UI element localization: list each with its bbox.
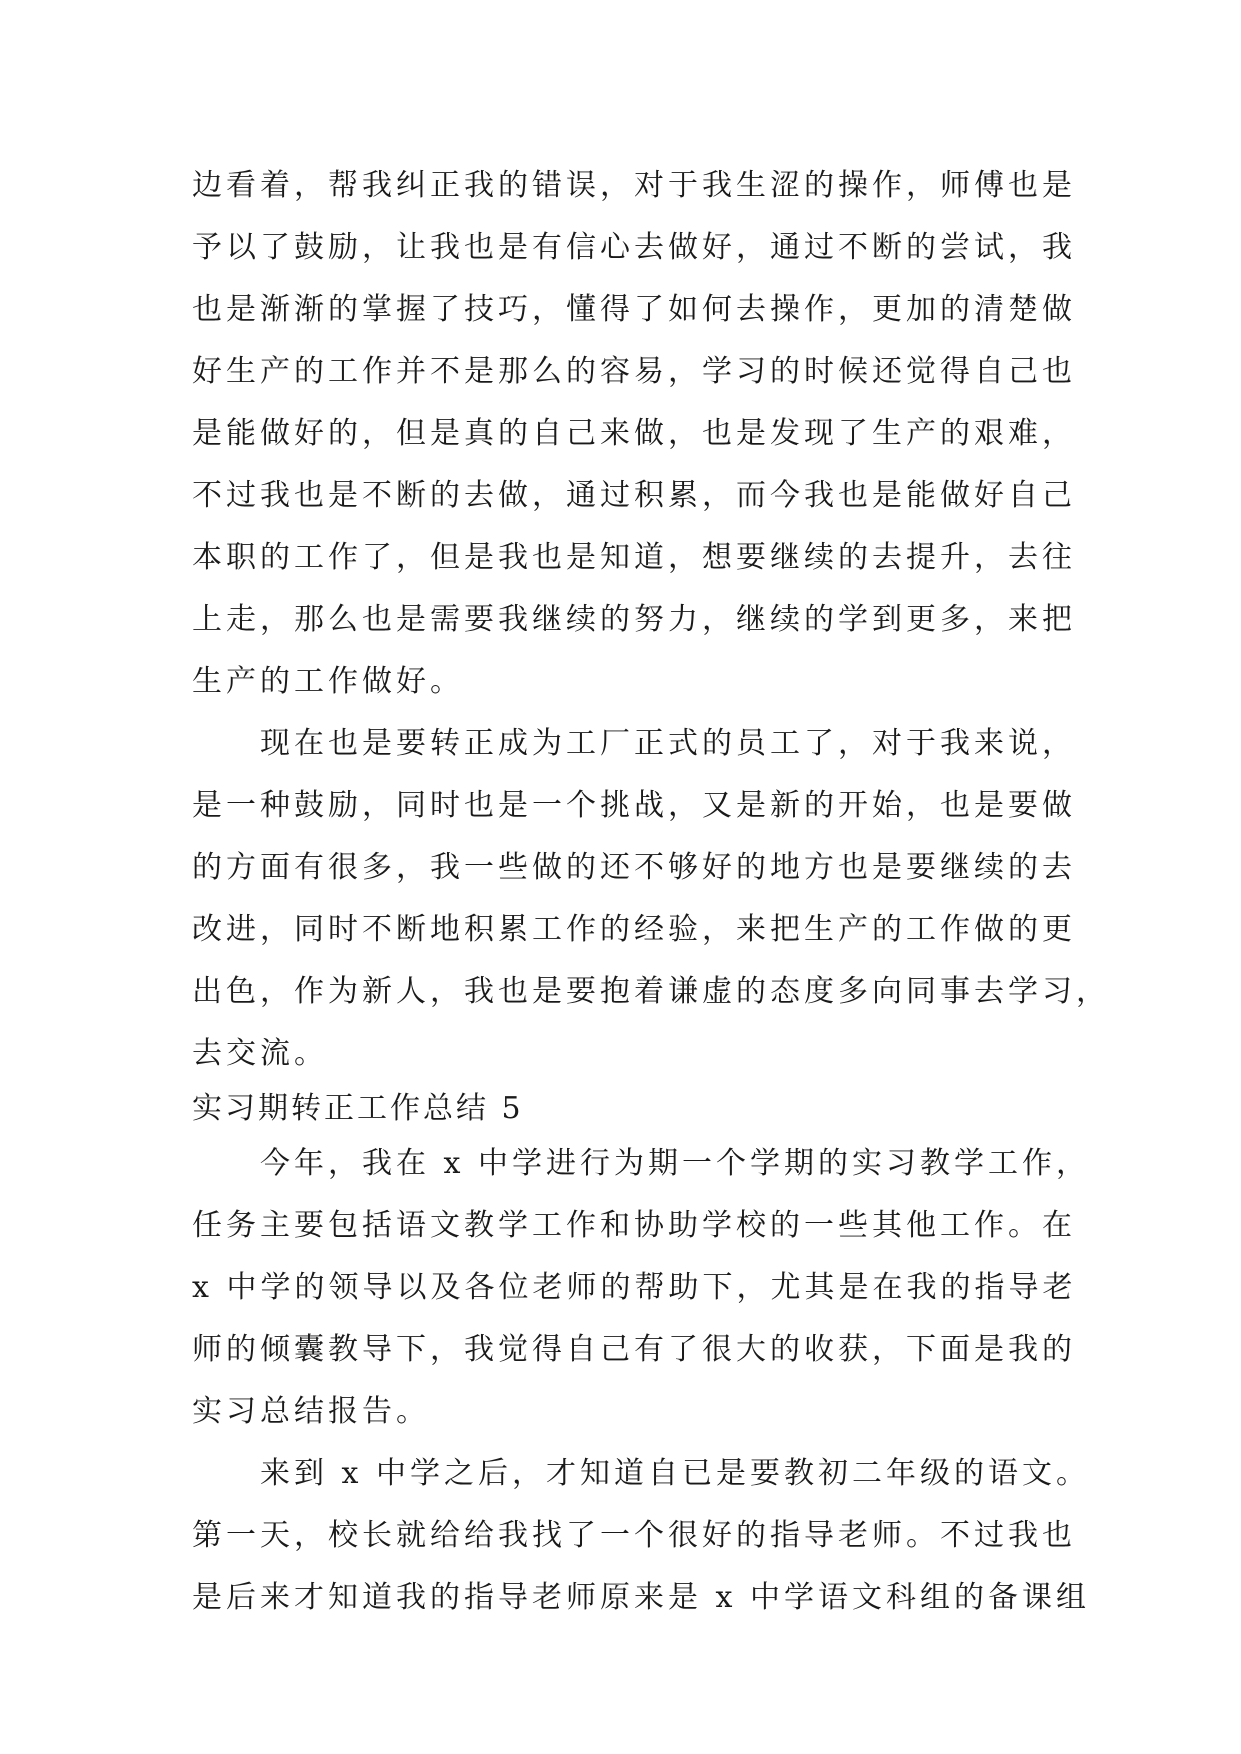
text-line: 师的倾囊教导下，我觉得自己有了很大的收获，下面是我的 [192, 1332, 1076, 1367]
text-line: 的方面有很多，我一些做的还不够好的地方也是要继续的去 [192, 850, 1076, 885]
text-line: 是后来才知道我的指导老师原来是 x 中学语文科组的备课组 [192, 1580, 1090, 1615]
text-line: 上走，那么也是需要我继续的努力，继续的学到更多，来把 [192, 602, 1076, 637]
text-line: 第一天，校长就给给我找了一个很好的指导老师。不过我也 [192, 1518, 1076, 1553]
text-line: 是能做好的，但是真的自己来做，也是发现了生产的艰难， [192, 416, 1076, 451]
text-line: 生产的工作做好。 [192, 664, 464, 699]
text-line: 去交流。 [192, 1036, 328, 1071]
section-heading: 实习期转正工作总结 5 [192, 1091, 524, 1126]
text-line: 实习总结报告。 [192, 1394, 430, 1429]
paragraph-start-line: 今年，我在 x 中学进行为期一个学期的实习教学工作， [260, 1146, 1090, 1181]
text-line: 出色，作为新人，我也是要抱着谦虚的态度多向同事去学习， [192, 974, 1110, 1009]
document-body [192, 155, 1110, 1629]
text-line: 好生产的工作并不是那么的容易，学习的时候还觉得自己也 [192, 354, 1076, 389]
text-line: 边看着，帮我纠正我的错误，对于我生涩的操作，师傅也是 [192, 168, 1076, 203]
text-line: 是一种鼓励，同时也是一个挑战，又是新的开始，也是要做 [192, 788, 1076, 823]
text-line: 改进，同时不断地积累工作的经验，来把生产的工作做的更 [192, 912, 1076, 947]
text-line: 予以了鼓励，让我也是有信心去做好，通过不断的尝试，我 [192, 230, 1076, 265]
paragraph-start-line: 来到 x 中学之后，才知道自已是要教初二年级的语文。 [260, 1456, 1090, 1491]
text-line: 任务主要包括语文教学工作和协助学校的一些其他工作。在 [192, 1208, 1076, 1243]
text-line: 不过我也是不断的去做，通过积累，而今我也是能做好自己 [192, 478, 1076, 513]
text-line: 也是渐渐的掌握了技巧，懂得了如何去操作，更加的清楚做 [192, 292, 1076, 327]
text-line: 本职的工作了，但是我也是知道，想要继续的去提升，去往 [192, 540, 1076, 575]
text-line: x 中学的领导以及各位老师的帮助下，尤其是在我的指导老 [192, 1270, 1077, 1305]
paragraph-start-line: 现在也是要转正成为工厂正式的员工了，对于我来说， [260, 726, 1076, 761]
